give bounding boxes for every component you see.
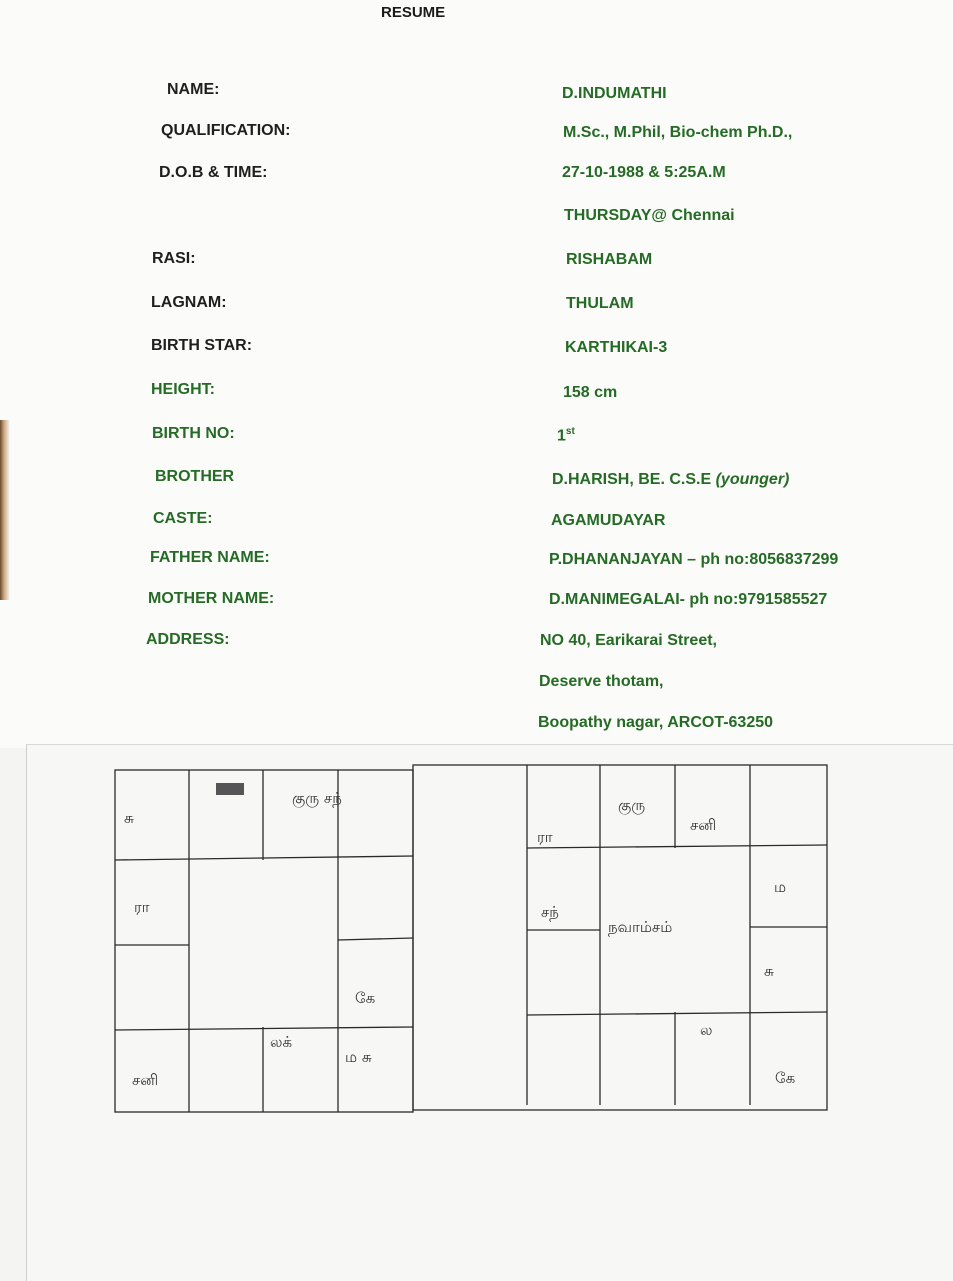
label-qualification: QUALIFICATION: (161, 122, 291, 139)
value-birth-star: KARTHIKAI-3 (565, 339, 668, 356)
right-navamsam-chart (413, 765, 827, 1110)
left-mark-3: ரா (134, 898, 150, 916)
value-dob: 27-10-1988 & 5:25A.M (562, 164, 726, 181)
value-address-line1: NO 40, Earikarai Street, (540, 632, 717, 649)
value-height: 158 cm (563, 384, 618, 401)
left-mark-6: லக் (270, 1033, 293, 1051)
left-mark-5: சனி (132, 1071, 159, 1089)
label-address: ADDRESS: (146, 631, 230, 648)
label-height: HEIGHT: (151, 381, 215, 398)
right-mark-5: சந் (541, 903, 559, 921)
right-mark-2: குரு (618, 796, 646, 814)
label-birth-no: BIRTH NO: (152, 425, 235, 442)
label-birth-star: BIRTH STAR: (151, 337, 253, 354)
left-mark-4: கே (355, 989, 376, 1007)
label-dob: D.O.B & TIME: (159, 164, 268, 181)
left-mark-7: ம சு (345, 1048, 372, 1066)
value-birth-day-place: THURSDAY@ Chennai (564, 207, 735, 224)
value-mother: D.MANIMEGALAI- ph no:9791585527 (549, 591, 828, 608)
value-lagnam: THULAM (566, 295, 634, 312)
value-caste: AGAMUDAYAR (551, 512, 666, 529)
label-lagnam: LAGNAM: (151, 294, 227, 311)
label-name: NAME: (167, 81, 220, 98)
right-center-text: நவாம்சம் (608, 918, 673, 936)
value-address-line3: Boopathy nagar, ARCOT-63250 (538, 714, 774, 731)
value-birth-no: 1st (557, 426, 575, 445)
right-mark-6: சு (764, 962, 774, 980)
scribble-mark (216, 783, 244, 795)
value-brother: D.HARISH, BE. C.S.E (younger) (552, 471, 790, 488)
label-brother: BROTHER (155, 468, 235, 485)
right-mark-4: ம (774, 878, 787, 896)
left-mark-2: குரு சந் (292, 789, 342, 807)
right-mark-3: சனி (690, 816, 717, 834)
label-father-name: FATHER NAME: (150, 549, 270, 566)
value-name: D.INDUMATHI (562, 85, 667, 102)
value-rasi: RISHABAM (566, 251, 653, 268)
right-mark-8: கே (775, 1069, 796, 1087)
value-father: P.DHANANJAYAN – ph no:8056837299 (549, 551, 839, 568)
left-mark-1: சு (124, 809, 134, 827)
document-title: RESUME (381, 4, 446, 21)
right-mark-7: ல (700, 1021, 713, 1039)
label-caste: CASTE: (153, 510, 213, 527)
label-rasi: RASI: (152, 250, 196, 267)
value-qualification: M.Sc., M.Phil, Bio-chem Ph.D., (563, 124, 793, 141)
label-mother-name: MOTHER NAME: (148, 590, 275, 607)
value-address-line2: Deserve thotam, (539, 673, 664, 690)
right-mark-1: ரா (537, 828, 553, 846)
